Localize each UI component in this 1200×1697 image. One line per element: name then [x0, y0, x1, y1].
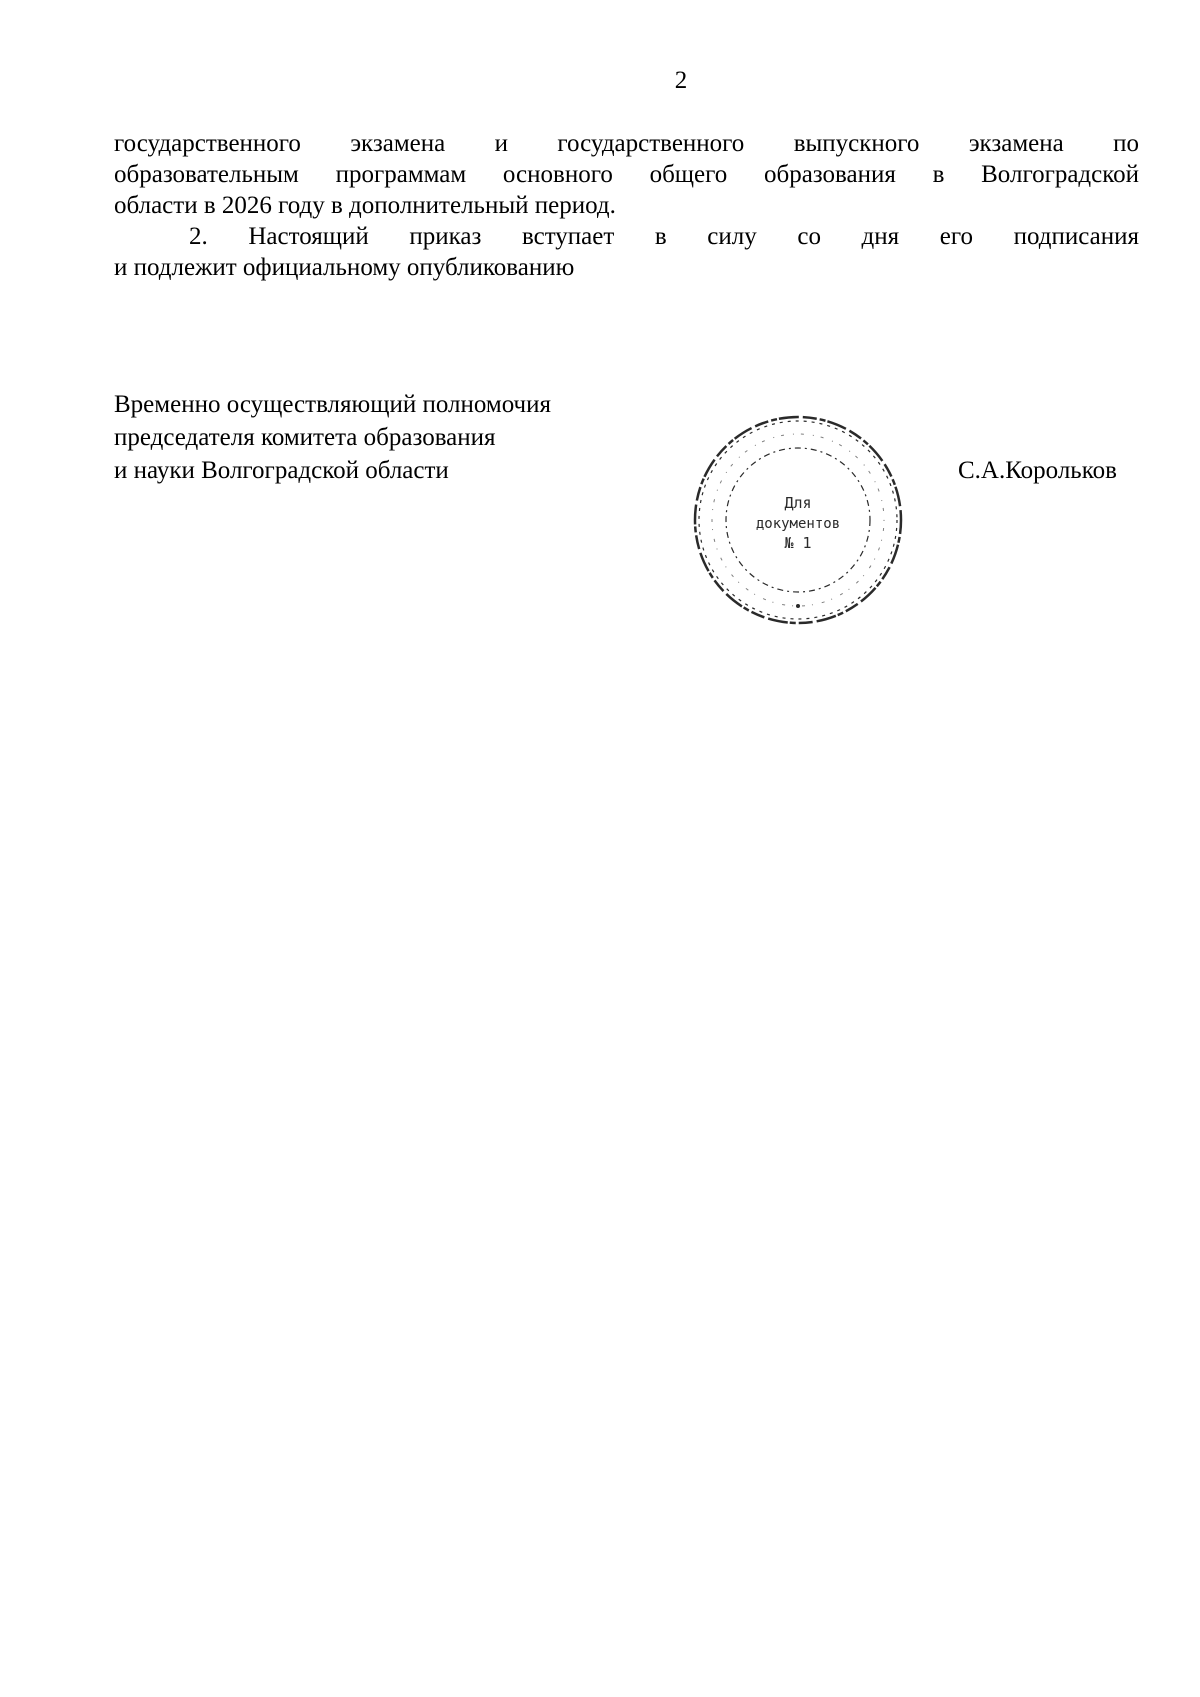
paragraph1-line1: государственного экзамена и государственного выпускного экзамена по [114, 130, 1139, 157]
stamp-line-3: № 1 [784, 534, 812, 552]
stamp-line-1: Для [784, 494, 812, 512]
signer-name: С.А.Корольков [958, 457, 1117, 484]
position-line-1: Временно осуществляющий полномочия [114, 391, 552, 418]
position-line-3: и науки Волгоградской области [114, 457, 449, 484]
position-line-2: председателя комитета образования [114, 424, 496, 451]
official-seal-stamp [688, 410, 908, 630]
stamp-line-2: документов [755, 516, 841, 532]
document-body [114, 128, 1139, 283]
paragraph2-line2: и подлежит официальному опубликованию [114, 254, 575, 281]
paragraph2-line1: 2. Настоящий приказ вступает в силу со дня его подписания [189, 223, 1139, 250]
paragraph1-line2: образовательным программам основного общего образования в Волгоградской [114, 161, 1139, 188]
paragraph1-line3: области в 2026 году в дополнительный период. [114, 192, 616, 219]
signatory-position [114, 388, 551, 487]
page-number: 2 [674, 67, 688, 94]
